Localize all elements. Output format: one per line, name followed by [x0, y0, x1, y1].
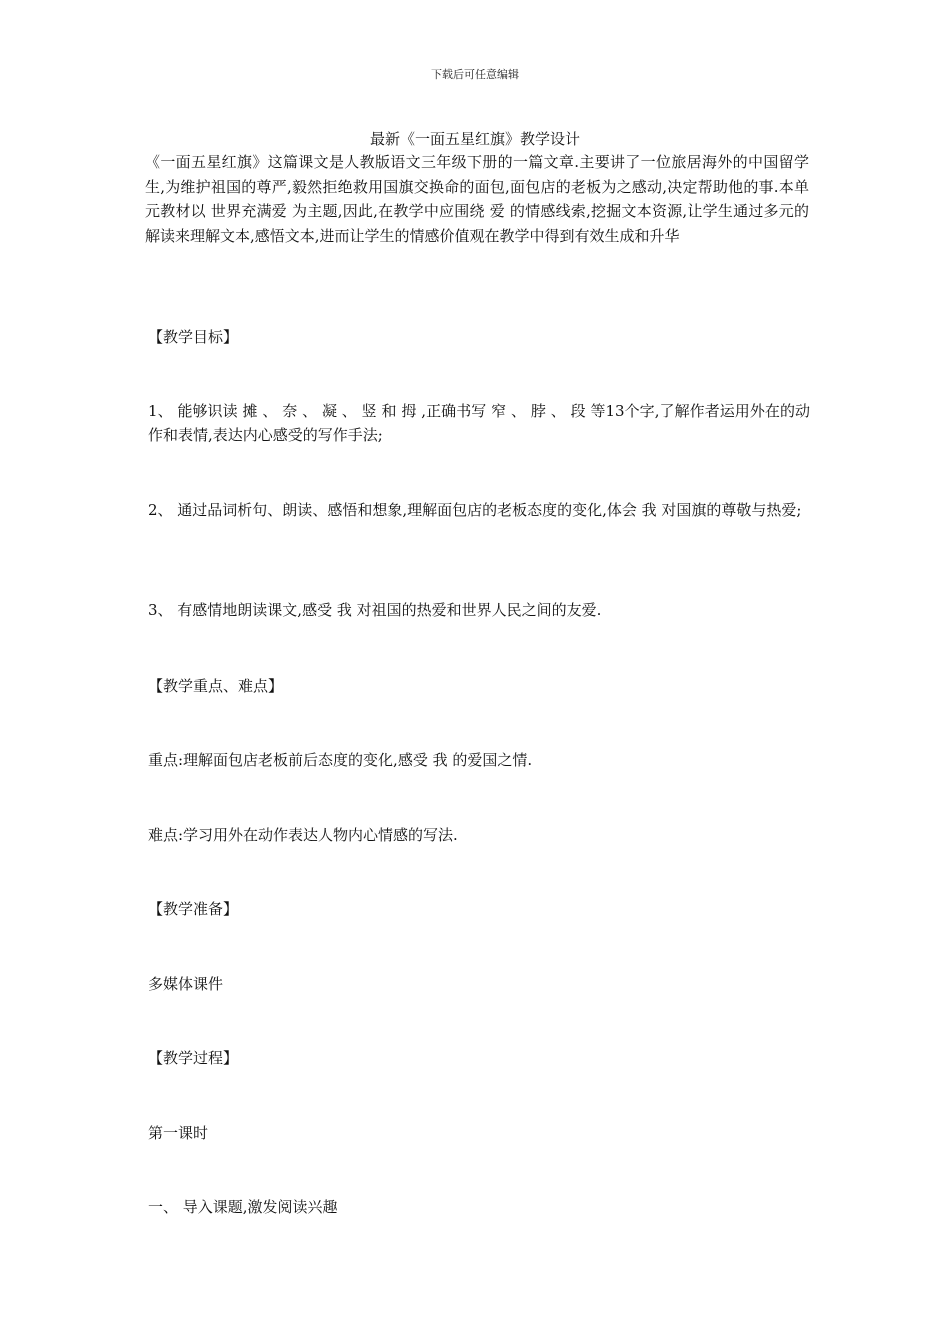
document-title: 最新《一面五星红旗》教学设计 — [369, 130, 580, 148]
step-one-heading: 一、 导入课题,激发阅读兴趣 — [148, 1198, 338, 1216]
goals-heading: 【教学目标】 — [148, 328, 239, 346]
intro-paragraph: 《一面五星红旗》这篇课文是人教版语文三年级下册的一篇文章.主要讲了一位旅居海外的中国留学生,为维护祖国的尊严,毅然拒绝救用国旗交换命的面包,面包店的老板为之感动,决定帮助他的事.本单元教材以 世界充满爱 为主题,因此,在教学中应围绕 爱 的情感线索,挖掘文本资源,让学生通过多元的解读来理解文本,感悟文本,进而让学生的情感价值观在教学中得到有效生成和升华 — [145, 153, 809, 245]
goal-item-3: 3、 有感情地朗读课文,感受 我 对祖国的热爱和世界人民之间的友爱. — [148, 601, 602, 619]
prep-content: 多媒体课件 — [148, 975, 224, 993]
prep-heading: 【教学准备】 — [148, 900, 239, 918]
goal-item-1: 1、 能够识读 摊 、 奈 、 凝 、 竖 和 拇 ,正确书写 窄 、 脖 、 段 等13个字,了解作者运用外在的动作和表情,表达内心感受的写作手法; — [148, 402, 810, 444]
focus-difficult-point: 难点:学习用外在动作表达人物内心情感的写法. — [148, 826, 458, 844]
focus-heading: 【教学重点、难点】 — [148, 677, 284, 695]
goal-item-2: 2、 通过品词析句、朗读、感悟和想象,理解面包店的老板态度的变化,体会 我 对国旗的尊敬与热爱; — [148, 501, 802, 519]
focus-key-point: 重点:理解面包店老板前后态度的变化,感受 我 的爱国之情. — [148, 751, 533, 769]
process-heading: 【教学过程】 — [148, 1049, 239, 1067]
lesson-one-label: 第一课时 — [148, 1124, 209, 1142]
header-note: 下载后可任意编辑 — [431, 68, 519, 81]
